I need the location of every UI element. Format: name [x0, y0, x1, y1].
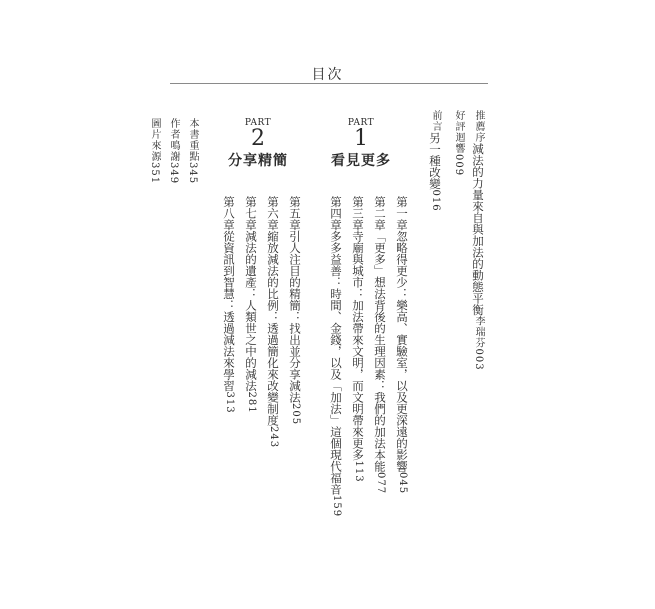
toc-entry-chapter-7[interactable]: [245, 196, 257, 414]
chapter-label: 第三章: [351, 196, 365, 231]
chapter-page: 045: [397, 472, 408, 495]
chapter-title: 縮放減法的比例：透過簡化來改變制度: [266, 230, 280, 426]
part-1-number: 1: [354, 126, 368, 151]
chapter-label: 第七章: [244, 196, 258, 231]
toc-entry-chapter-8[interactable]: [223, 196, 235, 414]
toc-entry-image-credits[interactable]: [148, 118, 160, 184]
chapter-label: 第四章: [329, 196, 343, 231]
entry-page: 003: [473, 348, 484, 371]
toc-entry-chapter-4[interactable]: [330, 196, 342, 517]
chapter-page: 077: [375, 472, 386, 495]
toc-entry-key-points[interactable]: [186, 118, 198, 184]
part-1-label: PART: [347, 118, 375, 128]
chapter-title: 減法的遺產：人類世之中的減法: [244, 230, 258, 392]
chapter-label: 第八章: [222, 196, 236, 231]
chapter-label: 第五章: [288, 196, 302, 231]
title-rule: [170, 83, 488, 84]
entry-label: 本書重點: [187, 118, 198, 162]
entry-label: 好評迴響: [453, 110, 464, 154]
part-2-label: PART: [244, 118, 272, 128]
page-title: 目次: [311, 67, 344, 83]
toc-entry-chapter-1[interactable]: [396, 196, 408, 494]
entry-author: 李瑞芬: [473, 315, 484, 349]
toc-entry-acknowledgments[interactable]: [167, 118, 179, 184]
chapter-page: 281: [246, 391, 257, 414]
toc-entry-chapter-2[interactable]: [374, 196, 386, 494]
part-2-title: 分享精簡: [228, 153, 288, 169]
entry-label: 推薦序: [473, 110, 484, 143]
chapter-page: 205: [290, 403, 301, 426]
entry-page: 349: [168, 162, 179, 185]
part-1-title: 看見更多: [331, 153, 391, 169]
entry-page: 016: [430, 189, 441, 212]
toc-entry-chapter-6[interactable]: [267, 196, 279, 448]
chapter-label: 第六章: [266, 196, 280, 231]
chapter-title: 從資訊到智慧：透過減法來學習: [222, 230, 236, 392]
toc-entry-chapter-5[interactable]: [289, 196, 301, 425]
entry-page: 345: [187, 162, 198, 185]
chapter-title: 寺廟與城市：加法帶來文明，而文明帶來更多: [351, 230, 365, 461]
toc-entry-chapter-3[interactable]: [352, 196, 364, 483]
part-2-number: 2: [251, 126, 265, 151]
chapter-title: 多多益善：時間、金錢，以及「加法」這個現代福音: [329, 230, 343, 495]
chapter-title: 忽略得更少：樂高、實驗室，以及更深遠的影響: [395, 230, 409, 472]
chapter-label: 第一章: [395, 196, 409, 231]
chapter-label: 第二章: [373, 196, 387, 231]
chapter-title: 引人注目的精簡：找出並分享減法: [288, 230, 302, 403]
chapter-page: 243: [268, 426, 279, 449]
chapter-title: 「更多」想法背後的生理因素：我們的加法本能: [373, 230, 387, 472]
toc-entry-foreword[interactable]: [472, 110, 484, 371]
entry-page: 009: [453, 154, 464, 177]
chapter-page: 159: [331, 495, 342, 518]
entry-label: 作者鳴謝: [168, 118, 179, 162]
entry-page: 351: [149, 162, 160, 185]
entry-title: 減法的力量來自與加法的動態平衡: [471, 143, 485, 316]
entry-title: 另一種改變: [428, 132, 442, 190]
chapter-page: 313: [224, 391, 235, 414]
chapter-page: 113: [353, 460, 364, 483]
entry-label: 前言: [430, 110, 441, 132]
toc-entry-preface[interactable]: [429, 110, 441, 212]
entry-label: 圖片來源: [149, 118, 160, 162]
toc-entry-praise[interactable]: [452, 110, 464, 176]
